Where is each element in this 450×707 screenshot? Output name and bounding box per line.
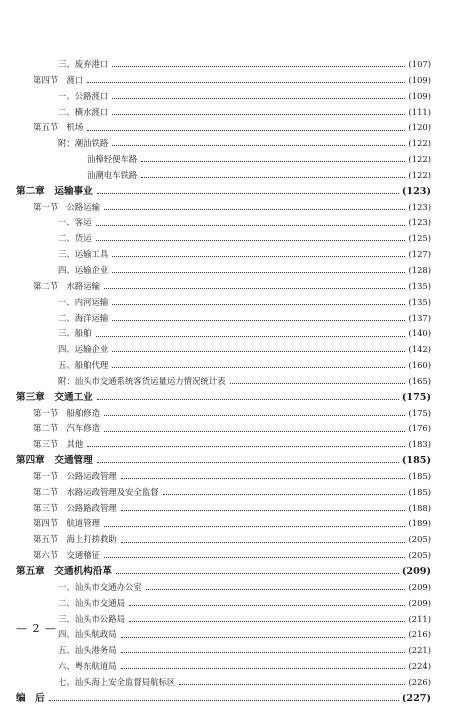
- dot-leader: [129, 596, 405, 612]
- dot-leader: [230, 374, 405, 390]
- toc-entry-title: 第二章 运输事业: [16, 184, 94, 200]
- toc-entry-title: 汕樟轻便车路: [87, 152, 138, 168]
- toc-page-number: (216): [408, 629, 431, 640]
- toc-page-number: (175): [401, 391, 431, 403]
- toc-row: [0, 326, 450, 342]
- toc-page-number: (176): [408, 423, 431, 434]
- toc-row: [0, 89, 450, 105]
- toc-row: [0, 469, 450, 485]
- dot-leader: [112, 358, 405, 374]
- toc-entry-title: 二、货运: [58, 231, 93, 247]
- toc-row: [0, 675, 450, 691]
- toc-row: [0, 57, 450, 73]
- toc-entry-title: 六、粤东航道局: [58, 659, 118, 675]
- dot-leader: [121, 659, 405, 675]
- toc-entry-title: 五、船舶代理: [58, 358, 109, 374]
- dot-leader: [112, 136, 405, 152]
- toc-row: [0, 231, 450, 247]
- toc-page-number: (122): [408, 138, 431, 149]
- toc-page-number: (128): [408, 264, 431, 275]
- toc-row: [0, 105, 450, 121]
- dot-leader: [112, 89, 405, 105]
- toc-entry-title: 第四章 交通管理: [16, 453, 94, 469]
- toc-entry-title: 三、运输工具: [58, 247, 109, 263]
- dot-leader: [121, 469, 405, 485]
- toc-entry-title: 三、废弃港口: [58, 57, 109, 73]
- toc-entry-title: 七、汕头海上安全监督局航标区: [58, 675, 176, 691]
- toc-entry-title: 第五节 机场: [33, 120, 84, 136]
- toc-page-number: (120): [408, 122, 431, 133]
- toc-entry-title: 第五章 交通机构沿革: [16, 564, 113, 580]
- toc-row: [0, 516, 450, 532]
- toc-entry-title: 一、客运: [58, 215, 93, 231]
- toc-entry-title: 一、公路渡口: [58, 89, 109, 105]
- toc-page-number: (185): [401, 455, 431, 467]
- toc-row: [0, 279, 450, 295]
- table-of-contents: [0, 57, 450, 707]
- toc-page-number: (175): [408, 407, 431, 418]
- dot-leader: [104, 516, 405, 532]
- toc-row: [0, 406, 450, 422]
- toc-page-number: (209): [401, 566, 431, 577]
- toc-row: [0, 691, 450, 707]
- dot-leader: [104, 548, 405, 564]
- toc-row: [0, 152, 450, 168]
- toc-entry-title: 第四节 渡口: [33, 73, 84, 89]
- toc-page-number: (123): [408, 217, 431, 228]
- toc-page-number: (185): [408, 486, 431, 497]
- toc-entry-title: 第五节 海上打捞救助: [33, 532, 118, 548]
- dot-leader: [112, 105, 405, 121]
- toc-row: [0, 120, 450, 136]
- toc-row: [0, 136, 450, 152]
- toc-page-number: (107): [408, 59, 431, 69]
- toc-page-number: (135): [408, 280, 431, 291]
- toc-entry-title: 汕潮电车铁路: [87, 168, 138, 184]
- toc-page-number: (123): [408, 201, 431, 212]
- toc-row: [0, 263, 450, 279]
- toc-page-number: (109): [408, 90, 431, 101]
- toc-page-number: (205): [408, 534, 431, 545]
- toc-row: [0, 437, 450, 453]
- toc-entry-title: 附：汕头市交通系统客货运量运力情况统计表: [58, 374, 227, 390]
- toc-entry-title: 二、横水渡口: [58, 105, 109, 121]
- toc-entry-title: 第一节 公路运政管理: [33, 469, 118, 485]
- dot-leader: [87, 73, 405, 89]
- dot-leader: [104, 406, 405, 422]
- dot-leader: [104, 421, 405, 437]
- toc-row: [0, 247, 450, 263]
- dot-leader: [146, 580, 405, 596]
- toc-entry-title: 五、汕头港务局: [58, 643, 118, 659]
- dot-leader: [96, 231, 405, 247]
- toc-row: [0, 342, 450, 358]
- page-number: — 2 —: [16, 622, 57, 635]
- toc-row: [0, 453, 450, 469]
- toc-page-number: (209): [408, 597, 431, 608]
- toc-row: [0, 358, 450, 374]
- toc-entry-title: 第六节 交通稽征: [33, 548, 101, 564]
- toc-row: [0, 390, 450, 406]
- toc-row: [0, 612, 450, 628]
- toc-row: [0, 421, 450, 437]
- toc-row: [0, 200, 450, 216]
- toc-page-number: (111): [408, 106, 431, 117]
- toc-row: [0, 73, 450, 89]
- dot-leader: [97, 184, 399, 200]
- toc-row: [0, 501, 450, 517]
- toc-row: [0, 532, 450, 548]
- toc-page-number: (188): [408, 502, 431, 513]
- toc-entry-title: 四、运输企业: [58, 263, 109, 279]
- toc-entry-title: 第四节 航道管理: [33, 516, 101, 532]
- toc-entry-title: 四、运输企业: [58, 342, 109, 358]
- toc-entry-title: 三、汕头市公路局: [58, 612, 126, 628]
- toc-page-number: (221): [408, 645, 431, 656]
- toc-entry-title: 三、船舶: [58, 326, 93, 342]
- toc-page-number: (160): [408, 360, 431, 371]
- toc-page-number: (123): [401, 185, 431, 197]
- toc-row: [0, 596, 450, 612]
- toc-row: [0, 627, 450, 643]
- dot-leader: [141, 152, 405, 168]
- dot-leader: [49, 691, 399, 707]
- toc-row: [0, 184, 450, 200]
- dot-leader: [116, 564, 399, 580]
- toc-page-number: (140): [408, 328, 431, 339]
- toc-entry-title: 第二节 水路运输: [33, 279, 101, 295]
- toc-page-number: (227): [401, 692, 431, 704]
- dot-leader: [97, 453, 399, 469]
- dot-leader: [97, 390, 399, 406]
- toc-row: [0, 295, 450, 311]
- toc-page-number: (122): [408, 154, 431, 165]
- toc-page-number: (122): [408, 169, 431, 180]
- dot-leader: [163, 485, 405, 501]
- toc-row: [0, 485, 450, 501]
- toc-page-number: (137): [408, 312, 431, 323]
- dot-leader: [121, 627, 405, 643]
- dot-leader: [112, 247, 405, 263]
- dot-leader: [141, 168, 405, 184]
- toc-page-number: (226): [408, 676, 431, 687]
- toc-page-number: (224): [408, 661, 431, 672]
- toc-page-number: (127): [408, 249, 431, 260]
- toc-page-number: (135): [408, 296, 431, 307]
- dot-leader: [179, 675, 405, 691]
- dot-leader: [104, 200, 405, 216]
- toc-entry-title: 第三节 公路路政管理: [33, 501, 118, 517]
- toc-page-number: (183): [408, 439, 431, 450]
- toc-entry-title: 第一节 公路运输: [33, 200, 101, 216]
- toc-page-number: (165): [408, 375, 431, 386]
- dot-leader: [112, 263, 405, 279]
- toc-row: [0, 168, 450, 184]
- dot-leader: [112, 311, 405, 327]
- toc-entry-title: 一、汕头市交通办公室: [58, 580, 143, 596]
- dot-leader: [121, 532, 405, 548]
- toc-row: [0, 311, 450, 327]
- toc-row: [0, 659, 450, 675]
- dot-leader: [129, 612, 405, 628]
- toc-page-number: (125): [408, 233, 431, 244]
- toc-page-number: (211): [408, 613, 431, 624]
- dot-leader: [87, 437, 405, 453]
- dot-leader: [96, 215, 405, 231]
- toc-row: [0, 580, 450, 596]
- toc-page-number: (209): [408, 581, 431, 592]
- toc-entry-title: 编 后: [16, 691, 46, 707]
- toc-row: [0, 548, 450, 564]
- toc-entry-title: 第二节 汽车修造: [33, 421, 101, 437]
- toc-page-number: (185): [408, 470, 431, 481]
- toc-row: [0, 215, 450, 231]
- dot-leader: [87, 120, 405, 136]
- toc-entry-title: 二、汕头市交通局: [58, 596, 126, 612]
- toc-row: [0, 564, 450, 580]
- toc-entry-title: 第三节 其他: [33, 437, 84, 453]
- toc-entry-title: 第三章 交通工业: [16, 390, 94, 406]
- toc-entry-title: 第二节 水路运政管理及安全监督: [33, 485, 160, 501]
- dot-leader: [112, 342, 405, 358]
- dot-leader: [96, 326, 405, 342]
- toc-entry-title: 第一节 船舶修造: [33, 406, 101, 422]
- toc-page-number: (189): [408, 518, 431, 529]
- toc-entry-title: 附：潮汕铁路: [58, 136, 109, 152]
- dot-leader: [112, 57, 405, 73]
- dot-leader: [104, 279, 405, 295]
- toc-entry-title: 四、汕头航政局: [58, 627, 118, 643]
- toc-page-number: (142): [408, 344, 431, 355]
- toc-entry-title: 二、海洋运输: [58, 311, 109, 327]
- dot-leader: [121, 501, 405, 517]
- dot-leader: [112, 295, 405, 311]
- toc-page-number: (205): [408, 550, 431, 561]
- toc-entry-title: 一、内河运输: [58, 295, 109, 311]
- toc-row: [0, 374, 450, 390]
- toc-page-number: (109): [408, 74, 431, 85]
